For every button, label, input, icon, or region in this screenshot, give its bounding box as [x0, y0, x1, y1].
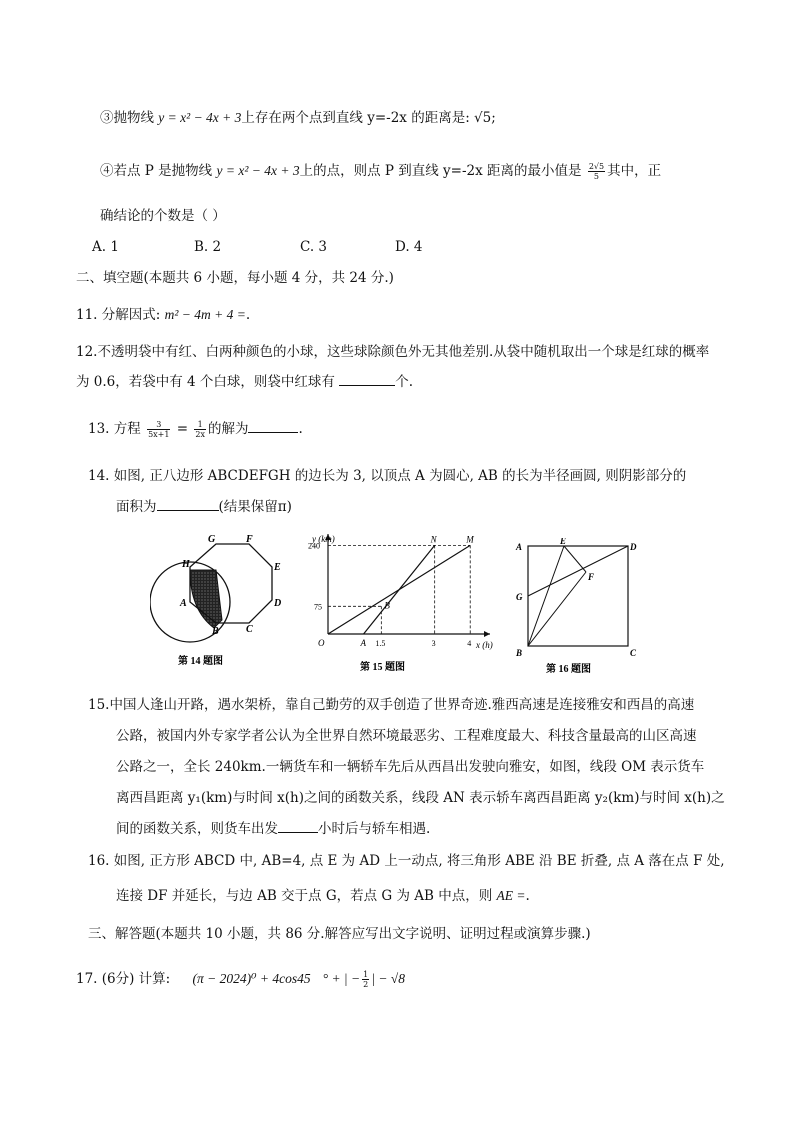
point-label-m: M [466, 534, 474, 545]
text: 其中，正 [607, 163, 662, 179]
label-c: C [630, 648, 637, 658]
math-expr: y = x² − 4x + 3 [158, 110, 242, 125]
figure-16 [512, 538, 642, 678]
y-tick-label: 240 [308, 541, 320, 551]
option-a: A. 1 [92, 239, 119, 255]
option-d: D. 4 [395, 239, 423, 255]
label-d: D [274, 598, 282, 609]
origin-label: O [318, 638, 325, 648]
x-tick-label: 1.5 [375, 639, 386, 648]
point-label-n: N [430, 534, 437, 545]
caption: 第 15 题图 [360, 662, 405, 673]
q12-line1: 12.不透明袋中有红、白两种颜色的小球，这些球除颜色外无其他差别.从袋中随机取出一个球是红球的概率 [76, 344, 710, 360]
text: 个. [395, 374, 414, 390]
fraction [588, 162, 605, 181]
label-e: E [560, 538, 567, 546]
segment-gd [528, 546, 628, 596]
label-b: B [516, 648, 523, 658]
x-arrow [484, 631, 490, 637]
math-expr: ° + | − [322, 971, 361, 986]
numerator: 1 [194, 420, 206, 430]
q15-line4: 离西昌距离 y₁(km)与时间 x(h)之间的函数关系，线段 AN 表示轿车离西昌距离 y₂(km)与时间 x(h)之 [116, 790, 725, 806]
label-b: B [212, 626, 219, 637]
option-c: C. 3 [300, 239, 328, 255]
point-label-a: A [360, 638, 367, 648]
denominator: 2x [195, 430, 205, 439]
q10-item3 [100, 109, 496, 127]
text: = [172, 421, 193, 437]
q15-line5 [116, 820, 430, 838]
square [528, 546, 628, 646]
denominator: 2 [363, 980, 369, 989]
q17 [76, 970, 405, 989]
math-expr: AE = [496, 888, 526, 903]
value: √5; [474, 110, 496, 126]
text: 上存在两个点到直线 y=-2x 的距离是: [241, 110, 475, 126]
text: . [298, 421, 303, 437]
shaded-region [190, 570, 222, 628]
text: 上的点，则点 P 到直线 y=-2x 距离的最小值是 [299, 163, 586, 179]
q12-line2 [76, 373, 413, 391]
label-f: F [588, 572, 595, 582]
math-expr: | − √8 [371, 971, 405, 986]
x-tick-label: 4 [467, 639, 472, 648]
text: 17. (6分) 计算: [76, 971, 171, 987]
math-expr: (π − 2024)⁰ + 4cos45 [192, 971, 311, 986]
q13 [88, 420, 303, 439]
answer-blank[interactable] [157, 498, 219, 511]
q10-item4 [100, 162, 661, 181]
label-e: E [274, 562, 281, 573]
chart-marks [308, 534, 474, 648]
text: 连接 DF 并延长，与边 AB 交于点 G，若点 G 为 AB 中点，则 [116, 888, 497, 904]
section3-heading: 三、解答题(本题共 10 小题，共 86 分.解答应写出文字说明、证明过程或演算步骤.) [88, 926, 591, 942]
x-axis-label: x (h) [476, 640, 493, 650]
q15-line1: 15.中国人逢山开路，遇水架桥，靠自己勤劳的双手创造了世界奇迹.雅西高速是连接雅安和西昌的高速 [88, 697, 695, 713]
q15-line2: 公路，被国内外专家学者公认为全世界自然环境最恶劣、工程难度最大、科技含量最高的山区高速 [116, 728, 697, 744]
y-tick-label: 75 [314, 602, 322, 612]
text: . [525, 888, 530, 904]
text: (结果保留π) [218, 499, 292, 515]
text: ④若点 P 是抛物线 [100, 163, 217, 179]
numerator: 3 [147, 420, 170, 430]
segment-be [528, 546, 564, 646]
text: 为 0.6，若袋中有 4 个白球，则袋中红球有 [76, 374, 340, 390]
answer-blank[interactable] [339, 373, 395, 386]
math-expr: m² − 4m + 4 = [164, 307, 246, 322]
fraction [147, 420, 170, 439]
text: 11. 分解因式: [76, 307, 165, 323]
label-a: A [180, 598, 187, 609]
caption: 第 16 题图 [546, 664, 591, 675]
text: 小时后与轿车相遇. [318, 821, 431, 837]
q16-line1: 16. 如图, 正方形 ABCD 中, AB=4, 点 E 为 AD 上一动点, 将三角形 ABE 沿 BE 折叠, 点 A 落在点 F 处, [88, 853, 725, 869]
label-g: G [516, 592, 523, 602]
text: 间的函数关系，则货车出发 [116, 821, 278, 837]
caption: 第 14 题图 [178, 656, 223, 667]
y-axis-label: y (km) [312, 534, 335, 544]
q14-line1: 14. 如图, 正八边形 ABCDEFGH 的边长为 3, 以顶点 A 为圆心, AB 的长为半径画圆, 则阴影部分的 [88, 468, 687, 484]
q11 [76, 306, 250, 324]
answer-blank[interactable] [248, 420, 298, 433]
point-label-b: B [384, 600, 390, 611]
q10-question-tail: 确结论的个数是（ ） [100, 208, 226, 224]
math-expr: y = x² − 4x + 3 [216, 163, 300, 178]
figure-15-chart [300, 528, 500, 678]
text: . [245, 307, 251, 323]
text: 的解为 [207, 421, 249, 437]
q15-line3: 公路之一，全长 240km.一辆货车和一辆轿车先后从西昌出发驶向雅安，如图，线段 OM 表示货车 [116, 759, 705, 775]
numerator: 1 [363, 970, 369, 979]
option-b: B. 2 [194, 239, 222, 255]
fraction [362, 970, 369, 989]
label-a: A [516, 542, 523, 552]
answer-blank[interactable] [278, 820, 318, 833]
q14-line2 [116, 498, 292, 516]
denominator: 5 [593, 172, 600, 181]
figure-14 [150, 530, 290, 670]
label-c: C [246, 624, 253, 635]
denominator: 5x+1 [148, 430, 170, 439]
label-h: H [182, 559, 190, 570]
numerator: 2√5 [588, 162, 605, 171]
segment-bf [528, 572, 586, 646]
section2-heading: 二、填空题(本题共 6 小题，每小题 4 分，共 24 分.) [76, 270, 394, 286]
label-d: D [630, 542, 637, 552]
text: 13. 方程 [88, 421, 146, 437]
series-line-an [364, 545, 435, 634]
text: ③抛物线 [100, 110, 159, 126]
label-f: F [246, 534, 253, 545]
x-tick-label: 3 [431, 639, 436, 648]
q16-line2 [116, 887, 530, 905]
label-g: G [208, 534, 216, 545]
fraction [194, 420, 206, 439]
text: 面积为 [116, 499, 157, 515]
